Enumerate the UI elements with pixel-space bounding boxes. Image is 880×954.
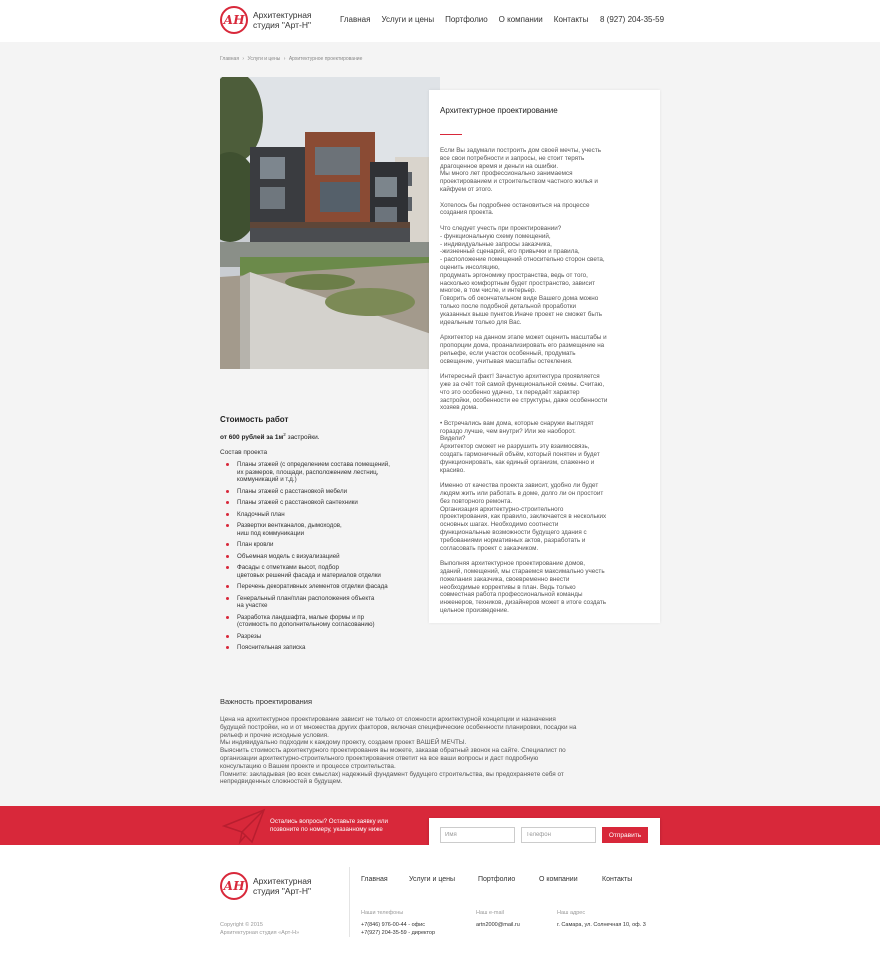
breadcrumb-home[interactable]: Главная <box>220 56 240 62</box>
importance-section <box>220 697 660 786</box>
footer-email <box>476 909 520 929</box>
article-paragraph: Интересный факт! Зачастую архитектура проявляется уже за счёт той самой функциональной схемы. Считаю, что это особенно удачно, т.к передаёт характер застройки, особенности ее структуры, даже особенности хозяев дома. <box>440 373 608 412</box>
nav-item-contacts[interactable]: Контакты <box>553 15 589 24</box>
article-paragraph: Архитектор на данном этапе может оценить масштабы и пропорции дома, проанализировать его размещение на рельефе, если участок особенный, продумать освещение, учитывая масштабы остекления. <box>440 334 607 365</box>
site-footer <box>0 845 880 954</box>
article-paragraph: • Встречались вам дома, которые снаружи выглядят гораздо лучше, чем внутри? Или же наоборот. Видели? Архитектор сможет не разрушить эту взаимосвязь, создать гармоничный объём, который понятен и будет функционировать, как единый организм, слаженно и красиво. <box>440 419 600 474</box>
footer-logo-text: Архитектурная студия "Арт-Н" <box>253 876 312 896</box>
list-item: Генеральный план/план расположения объекта на участке <box>220 595 420 610</box>
list-item: Планы этажей с расстановкой сантехники <box>220 499 420 507</box>
list-item: Планы этажей (с определением состава помещений, их размеров, площади, расположением лестниц, коммуникаций и т.д.) <box>220 461 420 484</box>
nav-item-home[interactable]: Главная <box>340 15 371 24</box>
price-from-bold: от 600 рублей за 1м <box>220 434 284 442</box>
composition-label: Состав проекта <box>220 449 268 457</box>
site-header <box>0 0 880 42</box>
list-item: Планы этажей с расстановкой мебели <box>220 488 420 496</box>
email-label: Наш e-mail <box>476 910 504 916</box>
breadcrumb-separator: › <box>242 56 245 62</box>
article-paragraph: Что следует учесть при проектировании? - функциональную схему помещений, - индивидуальные запросы заказчика, -жизненный сценарий, его привычки и правила, - расположение помещений относительно сторон света, оценить инсоляцию, продумать эргономику пространства, ведь от того, насколько комфортным будет пространство, зависит многое, в том числе, и интерьер. Говорить об окончательном виде Вашего дома можно только после подобной детальной проработки указанных выше пунктов.Иначе проект не сможет быть идеальным только для Вас. <box>440 224 605 326</box>
logo-text: Архитектурная студия "Арт-Н" <box>253 10 312 30</box>
list-item: Пояснительная записка <box>220 644 420 652</box>
composition-list <box>220 461 420 652</box>
breadcrumb <box>220 56 364 62</box>
price-from-rest: застройки. <box>285 434 320 442</box>
nav-item-portfolio[interactable]: Портфолио <box>445 15 488 24</box>
main-nav <box>340 15 599 24</box>
importance-text: Цена на архитектурное проектирование зависит не только от сложности архитектурной концепции и назначения будущей постройки, но и от множества других факторов, включая специфические особенности планировки, посадки на рельеф и прочие исходные условия. Мы индивидуально подходим к каждому проекту, создаем проект ВАШЕЙ МЕЧТЫ. Выяснить стоимость архитектурного проектирования вы можете, заказав обратный звонок на сайте. Специалист по организации архитектурно-строительного проектирования ответит на все ваши вопросы и даст подробную консультацию о Вашем проекте и процессе строительства. Помните: закладывая (во всех смыслах) надежный фундамент будущего строительства, вы предохраняете себя от непредвиденных сложностей в будущем. <box>220 716 577 786</box>
article-paragraph: Именно от качества проекта зависит, удобно ли будет людям жить или работать в доме, долго ли он простоит без повторного ремонта. Организация архитектурно-строительного проектирования, как правило, заключается в нескольких основных шагах. Необходимо соотнести функциональные возможности будущего здания с требованиями нормативных актов, разработать и согласовать проект с заказчиком. <box>440 482 607 552</box>
phone-office[interactable]: +7(846) 976-00-44 - офис <box>361 922 426 928</box>
breadcrumb-separator: › <box>283 56 286 62</box>
article-paragraph: Выполняя архитектурное проектирование домов, зданий, помещений, мы стараемся максимально учесть пожелания заказчика, своевременно внести необходимые коррективы в план. Ведь только совместная работа профессиональной команды инженеров, техников, дизайнеров может в итоге создать цельное произведение. <box>440 560 607 615</box>
copyright: Copyright © 2015 Архитектурная студия «Арт-Н» <box>220 922 300 936</box>
footer-logo[interactable] <box>220 872 312 900</box>
importance-title: Важность проектирования <box>220 697 313 706</box>
article-card <box>429 90 660 623</box>
logo-emblem-icon: АН <box>220 872 248 900</box>
submit-button[interactable]: Отправить <box>602 827 648 843</box>
phone-input[interactable] <box>521 827 596 843</box>
price-section <box>220 415 420 656</box>
list-item: Кладочный план <box>220 511 420 519</box>
list-item: Перечень декоративных элементов отделки фасада <box>220 583 420 591</box>
footer-nav-services[interactable]: Услуги и цены <box>409 876 456 883</box>
title-underline <box>440 134 462 135</box>
house-photo <box>220 77 440 369</box>
list-item: Разрезы <box>220 633 420 641</box>
article-title: Архитектурное проектирование <box>440 106 558 115</box>
list-item: План кровли <box>220 541 420 549</box>
address-text: г. Самара, ул. Солнечная 10, оф. 3 <box>557 922 646 928</box>
logo-emblem-icon: АН <box>220 6 248 34</box>
paper-plane-icon <box>222 806 266 850</box>
list-item: Фасады с отметками высот, подбор цветовых решений фасада и материалов отделки <box>220 564 420 579</box>
footer-address <box>557 909 646 929</box>
email-link[interactable]: artn2000@mail.ru <box>476 922 520 928</box>
list-item: Развертки вентканалов, дымоходов, ниш под коммуникации <box>220 522 420 537</box>
footer-nav-portfolio[interactable]: Портфолио <box>478 876 516 883</box>
nav-item-about[interactable]: О компании <box>498 15 543 24</box>
price-unit-sup: 2 <box>283 432 286 437</box>
breadcrumb-current: Архитектурное проектирование <box>288 56 363 62</box>
address-label: Наш адрес <box>557 910 586 916</box>
footer-phones <box>361 909 435 937</box>
breadcrumb-services[interactable]: Услуги и цены <box>247 56 281 62</box>
nav-item-services[interactable]: Услуги и цены <box>381 15 435 24</box>
footer-nav-about[interactable]: О компании <box>539 876 578 883</box>
list-item: Объемная модель с визуализацией <box>220 553 420 561</box>
footer-nav-home[interactable]: Главная <box>361 876 388 883</box>
price-from <box>220 432 420 441</box>
price-title: Стоимость работ <box>220 415 289 424</box>
phones-label: Наши телефоны <box>361 910 404 916</box>
footer-nav-contacts[interactable]: Контакты <box>602 876 633 883</box>
list-item: Разработка ландшафта, малые формы и пр (стоимость по дополнительному согласованию) <box>220 614 420 629</box>
header-logo[interactable] <box>220 6 312 34</box>
phone-director[interactable]: +7(927) 204-35-59 - директор <box>361 930 436 936</box>
header-phone[interactable]: 8 (927) 204-35-59 <box>600 15 665 24</box>
name-input[interactable] <box>440 827 515 843</box>
article-paragraph: Если Вы задумали построить дом своей мечты, учесть все свои потребности и запросы, не стоит терять драгоценное время и деньги на ошибки. Мы много лет профессионально занимаемся проектированием и строительством частного жилья и кайфуем от этого. <box>440 147 601 193</box>
article-paragraph: Хотелось бы подробнее остановиться на процессе создания проекта. <box>440 201 590 217</box>
footer-divider <box>349 867 350 937</box>
callback-text: Остались вопросы? Оставьте заявку или позвоните по номеру, указанному ниже <box>270 818 388 833</box>
